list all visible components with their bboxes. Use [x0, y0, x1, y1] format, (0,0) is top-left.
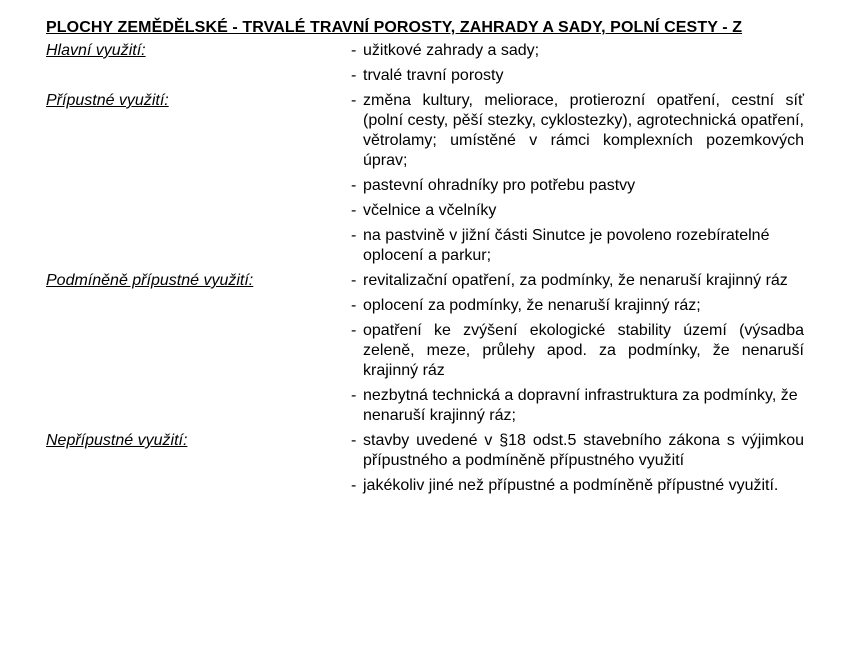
list-item-text: oplocení za podmínky, že nenaruší krajinný ráz; — [363, 297, 701, 314]
dash-bullet: - — [351, 477, 357, 494]
list-item — [351, 476, 804, 496]
list-item-text: trvalé travní porosty — [363, 67, 504, 84]
list-item-text: změna kultury, meliorace, protierozní opatření, cestní síť (polní cesty, pěší stezky, cyklostezky), agrotechnická opatření, větrolamy; umístěné v rámci komplexních pozemkových úprav; — [363, 92, 804, 169]
dash-bullet: - — [351, 272, 357, 289]
list-item-text: opatření ke zvýšení ekologické stability území (výsadba zeleně, meze, průlehy apod. za podmínky, že nenaruší krajinný ráz — [363, 322, 804, 379]
section-label: Nepřípustné využití: — [46, 432, 188, 449]
section-prohibited-use — [46, 431, 804, 501]
list-item-text: stavby uvedené v §18 odst.5 stavebního zákona s výjimkou přípustného a podmíněně přípustného využití — [363, 432, 804, 469]
list-item — [351, 296, 804, 316]
list-item — [351, 176, 804, 196]
section-items — [351, 41, 804, 91]
dash-bullet: - — [351, 297, 357, 314]
dash-bullet: - — [351, 67, 357, 84]
section-items — [351, 431, 804, 501]
dash-bullet: - — [351, 227, 357, 244]
list-item — [351, 271, 804, 291]
dash-bullet: - — [351, 177, 357, 194]
section-conditional-use — [46, 271, 804, 431]
list-item — [351, 431, 804, 471]
section-main-use — [46, 41, 804, 91]
list-item-text: revitalizační opatření, za podmínky, že nenaruší krajinný ráz — [363, 272, 788, 289]
section-label: Hlavní využití: — [46, 42, 146, 59]
list-item — [351, 91, 804, 171]
list-item — [351, 66, 804, 86]
list-item-text: na pastvině v jižní části Sinutce je povoleno rozebíratelné oplocení a parkur; — [363, 227, 770, 264]
document-page — [46, 18, 804, 501]
list-item-text: užitkové zahrady a sady; — [363, 42, 540, 59]
dash-bullet: - — [351, 322, 357, 339]
dash-bullet: - — [351, 432, 357, 449]
section-label: Přípustné využití: — [46, 92, 169, 109]
dash-bullet: - — [351, 42, 357, 59]
list-item — [351, 41, 804, 61]
document-heading: PLOCHY ZEMĚDĚLSKÉ - TRVALÉ TRAVNÍ POROSTY, ZAHRADY A SADY, POLNÍ CESTY - Z — [46, 19, 743, 36]
dash-bullet: - — [351, 92, 357, 109]
section-label: Podmíněně přípustné využití: — [46, 272, 254, 289]
list-item — [351, 386, 804, 426]
dash-bullet: - — [351, 202, 357, 219]
list-item-text: pastevní ohradníky pro potřebu pastvy — [363, 177, 636, 194]
list-item-text: jakékoliv jiné než přípustné a podmíněně přípustné využití. — [363, 477, 779, 494]
list-item-text: včelnice a včelníky — [363, 202, 497, 219]
list-item — [351, 226, 804, 266]
section-items — [351, 91, 804, 271]
section-permitted-use — [46, 91, 804, 271]
section-items — [351, 271, 804, 431]
list-item — [351, 201, 804, 221]
list-item — [351, 321, 804, 381]
dash-bullet: - — [351, 387, 357, 404]
list-item-text: nezbytná technická a dopravní infrastruktura za podmínky, že nenaruší krajinný ráz; — [363, 387, 798, 424]
